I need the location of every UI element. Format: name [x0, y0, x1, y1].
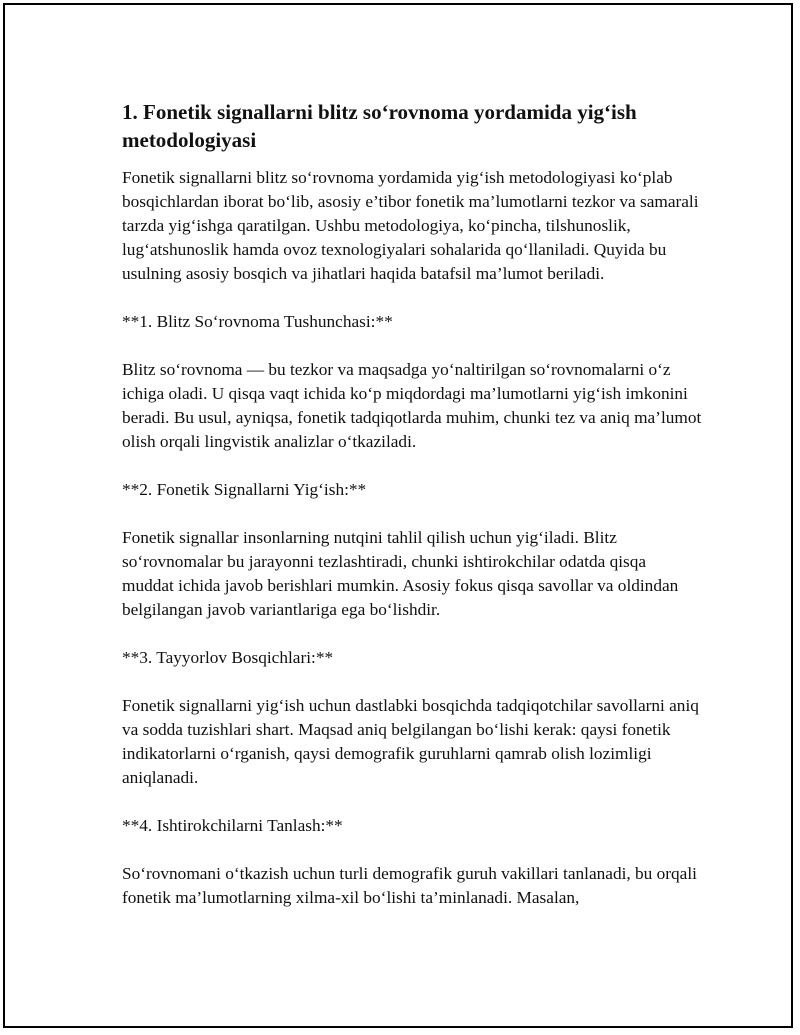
paragraph-spacer: [122, 838, 702, 862]
section-body-4: So‘rovnomani o‘tkazish uchun turli demografik guruh vakillari tanlanadi, bu orqali fonetik ma’lumotlarning xilma-xil bo‘lishi ta’minlanadi. Masalan,: [122, 864, 697, 907]
section-heading-1: **1. Blitz So‘rovnoma Tushunchasi:**: [122, 312, 393, 331]
paragraph-spacer: [122, 454, 702, 478]
page-frame: [3, 3, 793, 1028]
section-heading-2: **2. Fonetik Signallarni Yig‘ish:**: [122, 480, 367, 499]
paragraph-spacer: [122, 670, 702, 694]
intro-paragraph: Fonetik signallarni blitz so‘rovnoma yordamida yig‘ish metodologiyasi ko‘plab bosqichlardan iborat bo‘lib, asosiy e’tibor fonetik ma’lumotlarni tezkor va samarali tarzda yig‘ishga qaratilgan. Ushbu metodologiya, ko‘pincha, tilshunoslik, lug‘atshunoslik hamda ovoz texnologiyalari sohalarida qo‘llaniladi. Quyida bu usulning asosiy bosqich va jihatlari haqida batafsil ma’lumot beriladi.: [122, 168, 699, 283]
section-body-3: Fonetik signallarni yig‘ish uchun dastlabki bosqichda tadqiqotchilar savollarni aniq va sodda tuzishlari shart. Maqsad aniq belgilangan bo‘lishi kerak: qaysi fonetik indikatorlarni o‘rganish, qaysi demografik guruhlarni qamrab olish lozimligi aniqlanadi.: [122, 696, 699, 787]
paragraph-spacer: [122, 790, 702, 814]
section-heading-3: **3. Tayyorlov Bosqichlari:**: [122, 648, 334, 667]
paragraph-spacer: [122, 502, 702, 526]
section-heading-4: **4. Ishtirokchilarni Tanlash:**: [122, 816, 343, 835]
paragraph-spacer: [122, 286, 702, 310]
paragraph-spacer: [122, 622, 702, 646]
paragraph-spacer: [122, 334, 702, 358]
section-body-1: Blitz so‘rovnoma — bu tezkor va maqsadga yo‘naltirilgan so‘rovnomalarni o‘z ichiga oladi. U qisqa vaqt ichida ko‘p miqdordagi ma’lumotlarni yig‘ish imkonini beradi. Bu usul, ayniqsa, fonetik tadqiqotlarda muhim, chunki tez va aniq ma’lumot olish orqali lingvistik analizlar o‘tkaziladi.: [122, 360, 702, 451]
document-body: [122, 98, 702, 910]
document-title: 1. Fonetik signallarni blitz so‘rovnoma yordamida yig‘ish metodologiyasi: [122, 100, 637, 152]
section-body-2: Fonetik signallar insonlarning nutqini tahlil qilish uchun yig‘iladi. Blitz so‘rovnomalar bu jarayonni tezlashtiradi, chunki ishtirokchilar odatda qisqa muddat ichida javob berishlari mumkin. Asosiy fokus qisqa savollar va oldindan belgilangan javob variantlariga ega bo‘lishdir.: [122, 528, 679, 619]
